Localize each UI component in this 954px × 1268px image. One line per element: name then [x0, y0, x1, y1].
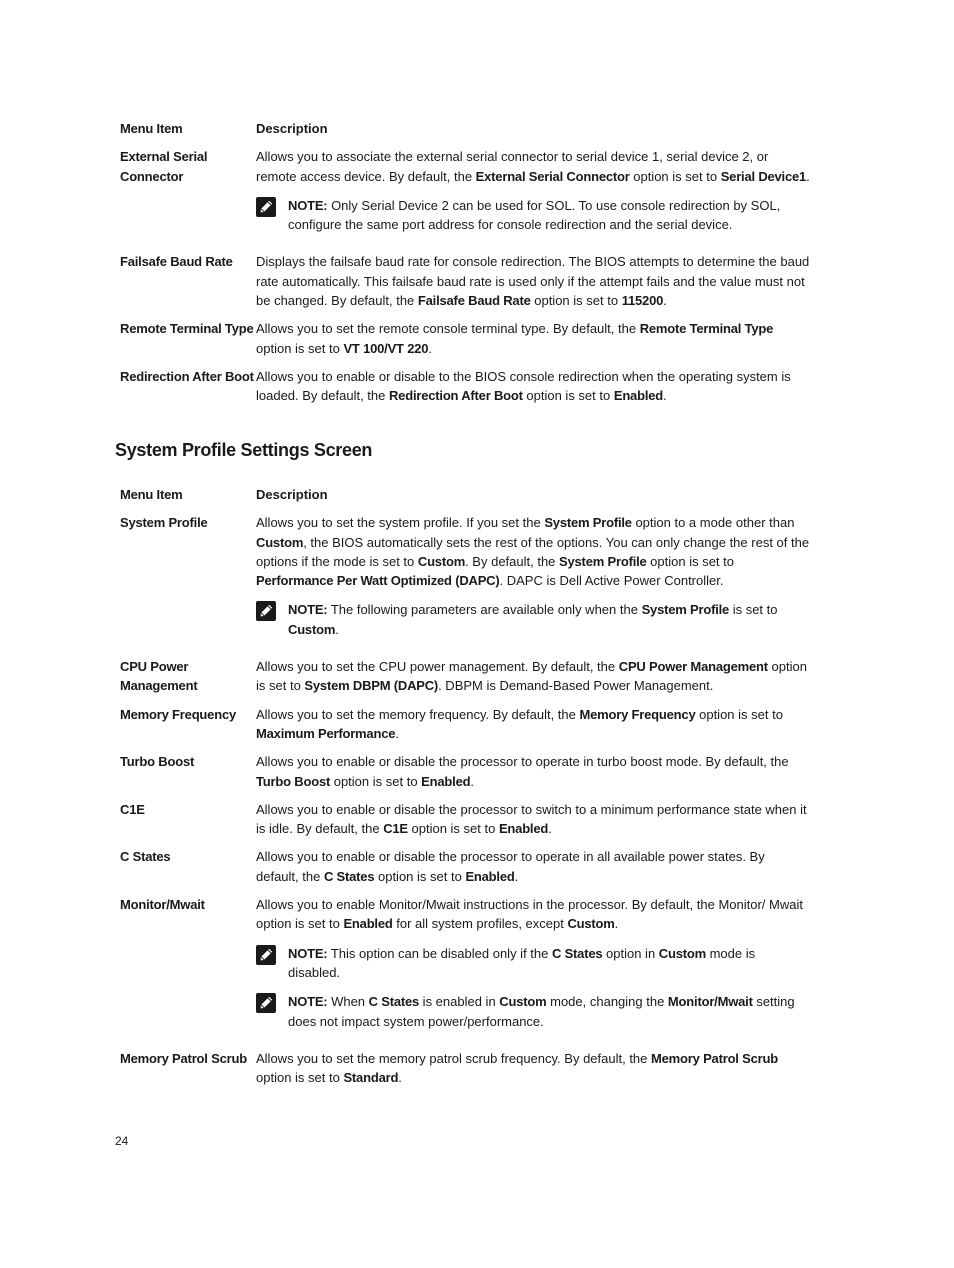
table-row	[120, 800, 810, 839]
menu-item-label: Turbo Boost	[120, 754, 195, 770]
note-pencil-icon	[256, 992, 288, 1031]
menu-item-description: Allows you to set the memory patrol scrub frequency. By default, the Memory Patrol Scrub option is set to Standard.	[256, 1050, 778, 1086]
menu-item-header: Menu Item	[120, 487, 183, 502]
section-title: System Profile Settings Screen	[115, 440, 373, 460]
table-row	[120, 147, 810, 234]
note-pencil-icon	[256, 600, 288, 639]
note: NOTE: Only Serial Device 2 can be used for SOL. To use console redirection by SOL, configure the same port address for console redirection and the serial device.	[256, 196, 810, 235]
description-header: Description	[256, 487, 328, 502]
table-header-row	[120, 119, 810, 138]
table-row	[120, 657, 810, 696]
menu-item-label: Monitor/Mwait	[120, 897, 205, 913]
menu-item-label: External Serial Connector	[120, 149, 208, 184]
menu-item-description: Displays the failsafe baud rate for console redirection. The BIOS attempts to determine the baud rate automatically. This failsafe baud rate is used only if the attempt fails and the value must not be changed. By default, the Failsafe Baud Rate option is set to 115200.	[256, 254, 810, 309]
menu-item-description: Allows you to enable or disable the processor to switch to a minimum performance state when it is idle. By default, the C1E option is set to Enabled.	[256, 801, 807, 837]
page-number: 24	[115, 1134, 129, 1148]
serial-settings-table	[120, 119, 810, 406]
menu-item-header: Menu Item	[120, 121, 183, 136]
note: NOTE: This option can be disabled only if the C States option in Custom mode is disabled.	[256, 944, 810, 983]
menu-item-description: Allows you to associate the external serial connector to serial device 1, serial device 2, or remote access device. By default, the External Serial Connector option is set to Serial Device1. NOTE: Only Serial Device 2 can be used for SOL. To use console redirection by SOL, configure the same port address for console redirection and the serial device.	[256, 147, 810, 234]
menu-item-label: Memory Frequency	[120, 706, 237, 722]
menu-item-description: Allows you to enable Monitor/Mwait instructions in the processor. By default, the Monitor/ Mwait option is set to Enabled for all system profiles, except Custom. NOTE: This option can be disabled only if the C States option in Custom mode is disabled. NOTE: When C States is enabled in Custom mode, changing the Monitor/Mwait setting does not impact system power/performance.	[256, 895, 810, 1031]
menu-item-label: CPU Power Management	[120, 659, 198, 694]
menu-item-label: C States	[120, 849, 171, 865]
menu-item-description: Allows you to set the CPU power management. By default, the CPU Power Management option is set to System DBPM (DAPC). DBPM is Demand-Based Power Management.	[256, 659, 807, 694]
table-row	[120, 847, 810, 886]
note-pencil-icon	[256, 944, 288, 983]
table-row	[120, 319, 810, 358]
note: NOTE: When C States is enabled in Custom mode, changing the Monitor/Mwait setting does not impact system power/performance.	[256, 992, 810, 1031]
table-row	[120, 513, 810, 639]
menu-item-label: Remote Terminal Type	[120, 321, 254, 337]
menu-item-label: System Profile	[120, 515, 208, 531]
note: NOTE: The following parameters are available only when the System Profile is set to Custom.	[256, 600, 810, 639]
menu-item-label: Redirection After Boot	[120, 368, 254, 384]
menu-item-label: C1E	[120, 801, 145, 817]
table-row	[120, 752, 810, 791]
menu-item-label: Failsafe Baud Rate	[120, 254, 233, 270]
menu-item-description: Allows you to set the remote console terminal type. By default, the Remote Terminal Type option is set to VT 100/VT 220.	[256, 321, 774, 356]
description-header: Description	[256, 121, 328, 136]
menu-item-label: Memory Patrol Scrub	[120, 1050, 247, 1066]
menu-item-description: Allows you to set the memory frequency. By default, the Memory Frequency option is set to Maximum Performance.	[256, 706, 783, 741]
table-row	[120, 705, 810, 744]
table-row	[120, 1049, 810, 1088]
table-header-row	[120, 485, 810, 504]
table-row	[120, 895, 810, 1031]
menu-item-description: Allows you to enable or disable to the BIOS console redirection when the operating system is loaded. By default, the Redirection After Boot option is set to Enabled.	[256, 368, 791, 404]
menu-item-description: Allows you to enable or disable the processor to operate in all available power states. By default, the C States option is set to Enabled.	[256, 849, 765, 884]
table-row	[120, 367, 810, 406]
system-profile-table	[120, 485, 810, 1087]
menu-item-description: Allows you to enable or disable the processor to operate in turbo boost mode. By default, the Turbo Boost option is set to Enabled.	[256, 754, 789, 789]
note-pencil-icon	[256, 196, 288, 235]
menu-item-description: Allows you to set the system profile. If you set the System Profile option to a mode other than Custom, the BIOS automatically sets the rest of the options. You can only change the rest of the options if the mode is set to Custom. By default, the System Profile option is set to Performance Per Watt Optimized (DAPC). DAPC is Dell Active Power Controller. NOTE: The following parameters are available only when the System Profile is set to Custom.	[256, 513, 810, 639]
table-row	[120, 252, 810, 310]
